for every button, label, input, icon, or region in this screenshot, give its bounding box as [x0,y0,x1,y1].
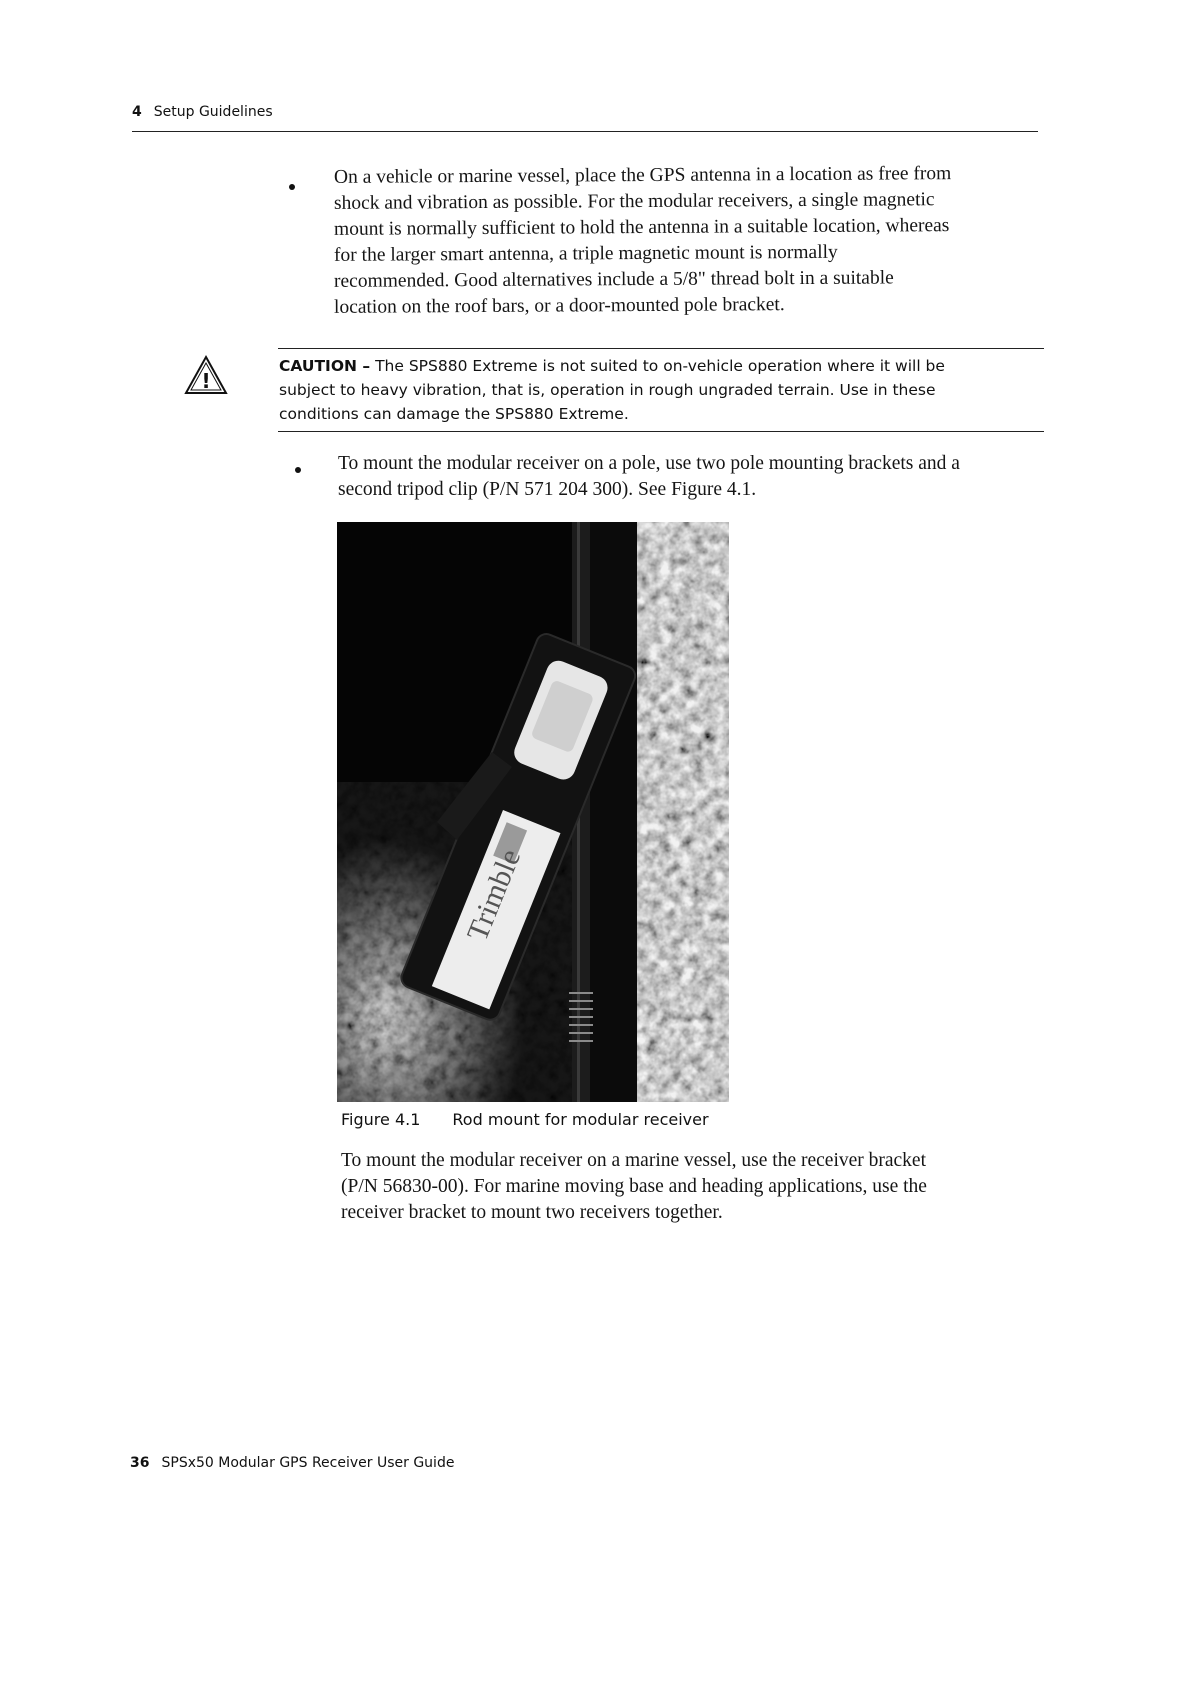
bullet-marker [289,184,295,190]
rod-mount-photo [337,522,729,1102]
caution-note [279,354,1039,426]
photo-brand-label: Trimble [460,844,528,946]
text-line: To mount the modular receiver on a marine vessel, use the receiver bracket [341,1150,927,1171]
text-line: conditions can damage the SPS880 Extreme. [279,405,629,423]
document-title: SPSx50 Modular GPS Receiver User Guide [161,1455,455,1471]
marine-mount-paragraph [341,1148,927,1226]
running-header [132,104,273,120]
figure-caption [341,1110,709,1129]
page-number: 36 [130,1455,150,1471]
text-line: receiver bracket to mount two receivers together. [341,1202,723,1223]
text-line: for the larger smart antenna, a triple magnetic mount is normally [333,241,838,266]
text-line: The SPS880 Extreme is not suited to on-vehicle operation where it will be [375,357,945,375]
chapter-title: Setup Guidelines [153,104,273,120]
figure-title: Rod mount for modular receiver [452,1110,709,1129]
warning-triangle-icon [183,354,229,396]
text-line: mount is normally sufficient to hold the antenna in a suitable location, whereas [333,215,950,240]
figure-photo [337,522,729,1102]
caution-bottom-rule [278,431,1044,432]
bullet-item-vehicle [334,163,951,319]
figure-number: Figure 4.1 [341,1110,421,1129]
page-footer [130,1455,454,1471]
text-line: (P/N 56830-00). For marine moving base and heading applications, use the [341,1176,927,1197]
text-line: To mount the modular receiver on a pole, use two pole mounting brackets and a [338,453,960,474]
text-line: shock and vibration as possible. For the modular receivers, a single magnetic [333,189,935,214]
chapter-number: 4 [132,104,142,120]
header-rule [132,131,1038,132]
text-line: On a vehicle or marine vessel, place the GPS antenna in a location as free from [333,163,952,188]
text-line: subject to heavy vibration, that is, operation in rough ungraded terrain. Use in these [279,381,936,399]
caution-top-rule [278,348,1044,349]
text-line: recommended. Good alternatives include a 5/8" thread bolt in a suitable [333,267,894,292]
bullet-marker [295,467,301,473]
text-line: second tripod clip (P/N 571 204 300). See Figure 4.1. [338,479,757,500]
svg-text:!: ! [201,369,211,393]
bullet-item-pole-mount [338,451,960,503]
text-line: location on the roof bars, or a door-mounted pole bracket. [333,294,785,318]
caution-label: CAUTION – [279,357,371,375]
